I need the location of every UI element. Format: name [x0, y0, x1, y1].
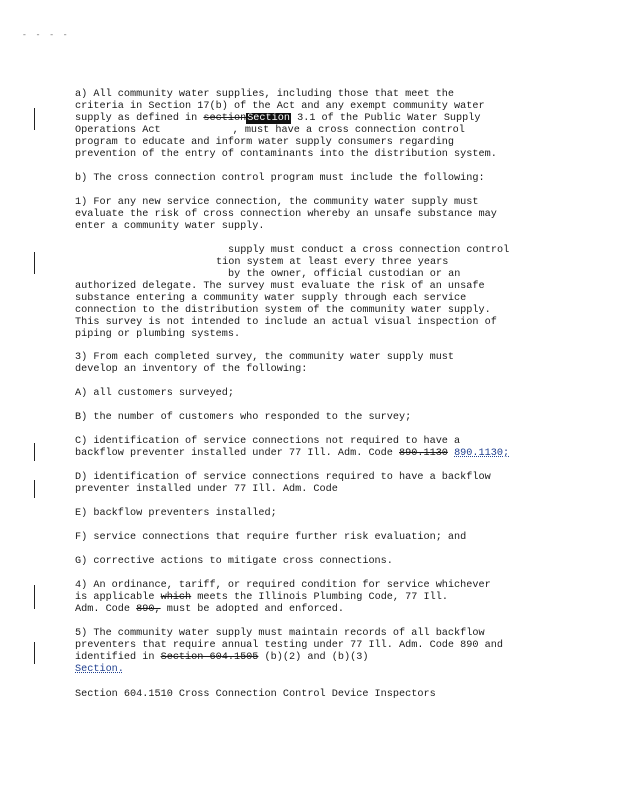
text-line: 1) For any new service connection, the community water supply must: [75, 197, 479, 208]
text-line: tion system at least every three years: [216, 257, 449, 268]
inserted-text: 890.1130;: [454, 448, 510, 459]
item-4: [75, 580, 535, 616]
text-line: A) all customers surveyed;: [75, 388, 234, 399]
text-line: 3) From each completed survey, the community water supply must: [75, 352, 455, 363]
change-bar: [34, 252, 35, 274]
list-item-c: [75, 436, 535, 460]
text-line: This survey is not intended to include an actual visual inspection of: [75, 317, 497, 328]
text-line: is applicable which meets the Illinois Plumbing Code, 77 Ill.: [75, 592, 448, 603]
deleted-text: which: [160, 592, 192, 603]
text-line: substance entering a community water supply through each service: [75, 293, 467, 304]
paragraph-a: [75, 89, 535, 161]
text-line: a) All community water supplies, including those that meet the: [75, 89, 455, 100]
text-line: Operations Act , must have a cross connection control: [75, 125, 465, 136]
text-line: F) service connections that require further risk evaluation; and: [75, 532, 467, 543]
text-line: B) the number of customers who responded to the survey;: [75, 412, 412, 423]
list-item-f: [75, 532, 535, 544]
item-2: [75, 245, 535, 341]
text-line: D) identification of service connections required to have a backflow: [75, 472, 491, 483]
text-line: enter a community water supply.: [75, 221, 265, 232]
deleted-text: 890,: [136, 604, 161, 615]
text-line: 4) An ordinance, tariff, or required condition for service whichever: [75, 580, 491, 591]
list-item-a: [75, 388, 535, 400]
inserted-text: Section.: [75, 664, 124, 675]
deleted-text: Section 604.1505: [160, 652, 259, 663]
text-line: b) The cross connection control program must include the following:: [75, 173, 485, 184]
item-5: [75, 628, 535, 676]
change-bar: [34, 480, 35, 498]
text-line: by the owner, official custodian or an: [228, 269, 461, 280]
text-line: evaluate the risk of cross connection whereby an unsafe substance may: [75, 209, 497, 220]
change-bar: [34, 443, 35, 461]
inserted-text: Section: [247, 113, 290, 124]
text-line: supply as defined in sectionSection 3.1 of the Public Water Supply: [75, 113, 481, 124]
item-1: [75, 197, 535, 233]
list-item-e: [75, 508, 535, 520]
header-mark: - - - -: [22, 31, 70, 40]
list-item-g: [75, 556, 535, 568]
text-line: G) corrective actions to mitigate cross connections.: [75, 556, 393, 567]
text-line: piping or plumbing systems.: [75, 329, 241, 340]
change-bar: [34, 642, 35, 664]
item-3: [75, 352, 535, 376]
change-bar: [34, 108, 35, 130]
text-line: criteria in Section 17(b) of the Act and any exempt community water: [75, 101, 485, 112]
text-line: [75, 664, 535, 676]
text-line: identified in Section 604.1505 (b)(2) and (b)(3): [75, 652, 369, 663]
text-line: prevention of the entry of contaminants into the distribution system.: [75, 149, 497, 160]
paragraph-b: [75, 173, 535, 185]
text-line: program to educate and inform water supply consumers regarding: [75, 137, 455, 148]
deleted-text: section: [203, 113, 247, 124]
text-line: backflow preventer installed under 77 Ill. Adm. Code 890.1130 890.1130;: [75, 448, 510, 459]
text-line: develop an inventory of the following:: [75, 364, 308, 375]
text-line: Section 604.1510 Cross Connection Control Device Inspectors: [75, 689, 436, 700]
text-line: Adm. Code 890, must be adopted and enforced.: [75, 604, 345, 615]
change-bar: [34, 585, 35, 609]
section-heading: [75, 689, 535, 701]
text-line: preventers that require annual testing under 77 Ill. Adm. Code 890 and: [75, 640, 503, 651]
text-line: connection to the distribution system of the community water supply.: [75, 305, 491, 316]
text-line: authorized delegate. The survey must evaluate the risk of an unsafe: [75, 281, 485, 292]
text-line: E) backflow preventers installed;: [75, 508, 277, 519]
text-line: C) identification of service connections not required to have a: [75, 436, 461, 447]
text-line: preventer installed under 77 Ill. Adm. Code: [75, 484, 338, 495]
text-line: supply must conduct a cross connection control: [228, 245, 510, 256]
deleted-text: 890.1130: [399, 448, 448, 459]
text-line: 5) The community water supply must maintain records of all backflow: [75, 628, 485, 639]
list-item-b: [75, 412, 535, 424]
list-item-d: [75, 472, 535, 496]
